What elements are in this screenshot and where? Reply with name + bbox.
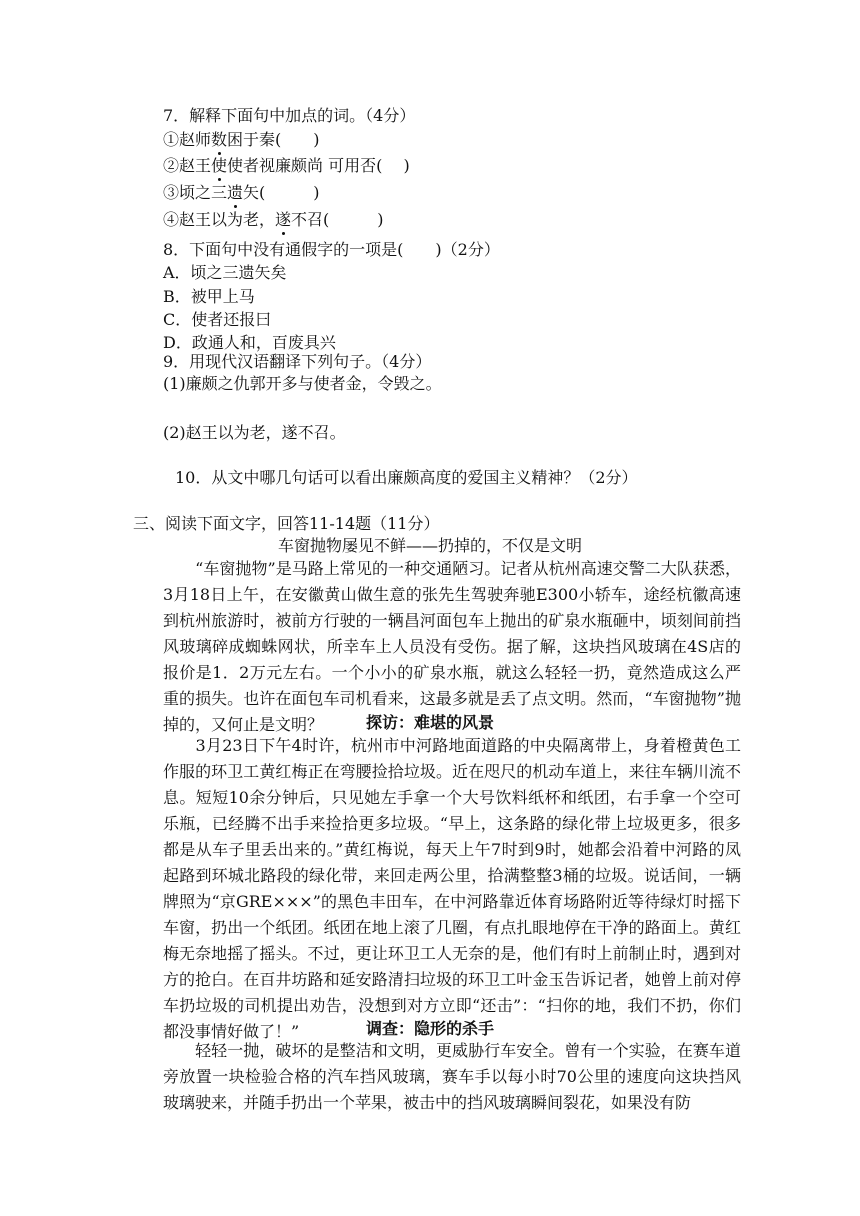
question-8-option-b: B．被甲上马: [163, 287, 255, 306]
dotted-word: 遂: [275, 210, 292, 229]
item-text-pre: ③顷之三: [163, 183, 228, 202]
item-text-pre: ①赵师: [163, 130, 212, 149]
item-text-post: 困于秦( ): [227, 130, 320, 149]
question-7-item-4: [163, 210, 384, 230]
item-text-pre: ④赵王以为老，: [163, 210, 276, 229]
question-7-item-1: [163, 130, 320, 150]
question-7-item-3: [163, 183, 320, 203]
section-3-heading: 三、阅读下面文字，回答11-14题（11分）: [133, 514, 440, 533]
dotted-word: 使: [211, 156, 228, 175]
question-8-stem: 8．下面句中没有通假字的一项是( )（2分）: [163, 240, 500, 259]
question-8-option-c: C．使者还报曰: [163, 310, 272, 329]
question-9-stem: 9．用现代汉语翻译下列句子。（4分）: [163, 352, 432, 371]
question-7-stem: 7．解释下面句中加点的词。（4分）: [163, 106, 416, 125]
item-text-post: 矢( ): [243, 183, 320, 202]
dotted-word: 遗: [227, 183, 244, 202]
article-title: 车窗抛物屡见不鲜——扔掉的，不仅是文明: [277, 536, 582, 555]
question-9-sentence-2: (2)赵王以为老，遂不召。: [163, 423, 346, 442]
question-8-option-d: D．政通人和，百废具兴: [163, 333, 336, 352]
article-paragraph-2: 3月23日下午4时许，杭州市中河路地面道路的中央隔离带上，身着橙黄色工作服的环卫工黄红梅正在弯腰捡拾垃圾。近在咫尺的机动车道上，来往车辆川流不息。短短10余分钟后，只见她左手拿一个大号饮料纸杯和纸团，右手拿一个空可乐瓶，已经腾不出手来捡拾更多垃圾。“早上，这条路的绿化带上垃圾更多，很多都是从车子里丢出来的。”黄红梅说，每天上午7时到9时，她都会沿着中河路的凤起路到环城北路段的绿化带，来回走两公里，拾满整整3桶的垃圾。说话间，一辆牌照为“京GRE×××”的黑色丰田车，在中河路靠近体育场路附近等待绿灯时摇下车窗，扔出一个纸团。纸团在地上滚了几圈，有点扎眼地停在干净的路面上。黄红梅无奈地摇了摇头。不过，更让环卫工人无奈的是，他们有时上前制止时，遇到对方的抢白。在百井坊路和延安路清扫垃圾的环卫工叶金玉告诉记者，她曾上前对停车扔垃圾的司机提出劝告，没想到对方立即“还击”：“扫你的地，我们不扔，你们都没事情好做了！”: [163, 736, 741, 1041]
question-8-option-a: A．顷之三遗矢矣: [163, 263, 287, 282]
dotted-word: 数: [211, 130, 228, 149]
item-text-post: 使者视廉颇尚 可用否( ): [227, 156, 410, 175]
article-paragraph-1: “车窗抛物”是马路上常见的一种交通陋习。记者从杭州高速交警二大队获悉，3月18日上午，在安徽黄山做生意的张先生驾驶奔驰E300小轿车，途经杭徽高速到杭州旅游时，被前方行驶的一辆昌河面包车上抛出的矿泉水瓶砸中，顷刻间前挡风玻璃碎成蜘蛛网状，所幸车上人员没有受伤。据了解，这块挡风玻璃在4S店的报价是1．2万元左右。一个小小的矿泉水瓶，就这么轻轻一扔，竟然造成这么严重的损失。也许在面包车司机看来，这最多就是丢了点文明。然而，“车窗抛物”抛掉的，又何止是文明？: [163, 559, 741, 734]
question-7-item-2: [163, 156, 410, 176]
question-10: 10．从文中哪几句话可以看出廉颇高度的爱国主义精神？（2分）: [175, 468, 638, 487]
article-paragraph-3: 轻轻一抛，破坏的是整洁和文明，更威胁行车安全。曾有一个实验，在赛车道旁放置一块检验合格的汽车挡风玻璃，赛车手以每小时70公里的速度向这块挡风玻璃驶来，并随手扔出一个苹果，被击中的挡风玻璃瞬间裂花，如果没有防: [163, 1041, 741, 1112]
item-text-post: 不召( ): [291, 210, 384, 229]
question-9-sentence-1: (1)廉颇之仇郭开多与使者金，令毁之。: [163, 374, 442, 393]
item-text-pre: ②赵王: [163, 156, 212, 175]
subheading-investigation: 调查：隐形的杀手: [365, 1019, 494, 1038]
subheading-visit: 探访：难堪的风景: [365, 713, 494, 732]
